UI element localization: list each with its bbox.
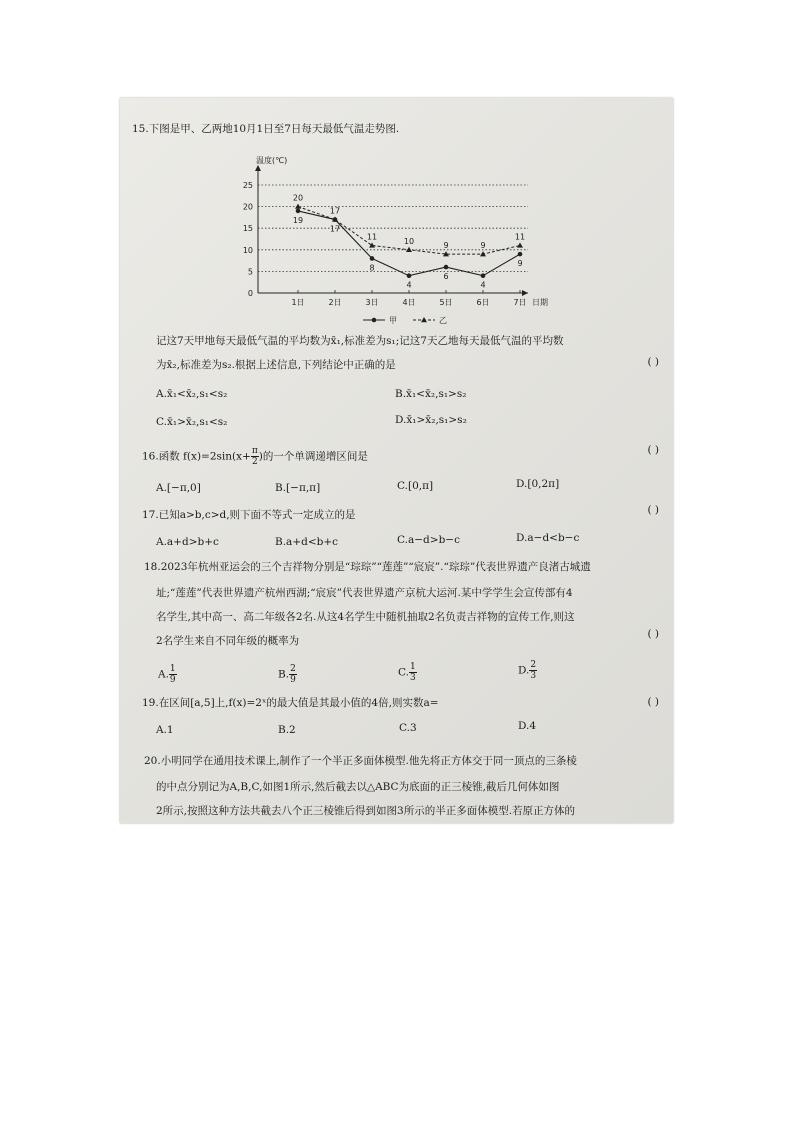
q17-stem: 17.已知a>b,c>d,则下面不等式一定成立的是 [142,509,356,521]
series-jia-data-label: 9 [517,259,523,269]
series-yi-data-label: 17 [329,206,341,216]
x-tick-label: 3日 [365,298,379,307]
q15-option-a[interactable]: A.x̄₁<x̄₂,s₁<s₂ [156,388,228,400]
series-yi-point [406,247,412,252]
q16-answer-paren: ( ) [647,444,659,456]
q16-frac-den: 2 [251,457,258,467]
series-yi-data-label: 9 [480,241,486,251]
q15-answer-paren: ( ) [647,356,659,368]
exam-photo [120,98,673,823]
fraction-denominator: 9 [290,675,296,685]
series-jia-point [481,273,486,278]
q19-option-a[interactable]: A.1 [156,724,174,736]
y-axis-arrow [255,165,261,171]
q18-line2: 址;“莲莲”代表世界遗产杭州西湖;“宸宸”代表世界遗产京杭大运河.某中学学生会宣传部有4 [156,587,573,599]
q18-line3: 名学生,其中高一、高二年级各2名.从这4名学生中随机抽取2名负责吉祥物的宣传工作,则这 [156,611,575,623]
q17-answer-paren: ( ) [647,504,659,516]
q20-line2: 的中点分别记为A,B,C,如图1所示,然后截去以△ABC为底面的正三棱锥,截后几何体如图 [156,781,560,793]
q15-option-c[interactable]: C.x̄₁>x̄₂,s₁<s₂ [156,416,228,428]
series-jia-data-label: 19 [292,215,304,225]
q19-option-b[interactable]: B.2 [278,724,296,736]
q19-answer-paren: ( ) [647,696,659,708]
q18-option-d[interactable] [518,660,537,681]
q18-option-fraction [289,664,297,685]
x-tick-label: 4日 [402,298,416,307]
x-axis-label: 日期 [532,298,548,307]
q18-option-label: A. [158,668,169,681]
q15-desc-line1: 记这7天甲地每天最低气温的平均数为x̄₁,标准差为s₁;记这7天乙地每天最低气温的平均数 [156,335,564,347]
y-tick-label: 10 [242,245,253,255]
q16-stem [142,446,368,467]
fraction-numerator: 2 [290,664,296,674]
legend-jia-marker [372,318,377,323]
series-yi-data-label: 11 [514,232,526,242]
series-yi-data-label: 9 [443,241,449,251]
temperature-chart [240,148,560,338]
fraction-numerator: 1 [169,664,176,674]
fraction-denominator: 3 [410,673,416,683]
q16-option-d[interactable]: D.[0,2π] [516,478,560,490]
y-tick-label: 0 [247,289,253,298]
q18-option-fraction [529,660,537,681]
series-jia-data-label: 8 [369,263,375,273]
q17-option-a[interactable]: A.a+d>b+c [156,536,219,548]
series-yi-data-label: 20 [292,193,304,203]
series-yi-data-label: 11 [366,232,378,242]
q20-line1: 20.小明同学在通用技术课上,制作了一个半正多面体模型.他先将正方体交于同一顶点的三条棱 [144,755,577,767]
x-tick-label: 6日 [476,298,490,307]
q18-option-label: D. [518,664,530,677]
q16-suffix: )的一个单调递增区间是 [258,450,368,463]
q18-option-c[interactable] [398,662,417,683]
series-jia-data-label: 17 [329,224,341,234]
series-yi-point [480,251,486,256]
series-jia-point [407,273,412,278]
y-tick-label: 20 [242,202,253,212]
q15-option-b[interactable]: B.x̄₁<x̄₂,s₁>s₂ [395,388,467,400]
q16-option-c[interactable]: C.[0,π] [397,480,434,492]
y-tick-label: 25 [242,181,253,190]
series-jia-data-label: 4 [406,280,412,290]
series-jia-point [444,265,449,270]
series-jia-data-label: 4 [480,280,486,290]
series-yi-point [369,242,375,247]
x-axis-arrow [522,290,528,296]
q18-option-a[interactable] [158,664,177,685]
x-tick-label: 7日 [513,298,527,307]
q18-option-label: C. [398,666,409,679]
fraction-numerator: 2 [530,660,537,670]
q16-option-b[interactable]: B.[−π,π] [275,482,321,494]
q18-line1: 18.2023年杭州亚运会的三个吉祥物分别是“琮琮”“莲莲”“宸宸”.“琮琮”代表世界遗产良渚古城遗 [144,561,591,573]
q18-line4: 2名学生来自不同年级的概率为 [156,635,300,647]
x-tick-label: 5日 [439,298,453,307]
series-jia-point [370,256,375,261]
q18-answer-paren: ( ) [647,628,659,640]
q16-prefix: 16.函数 f(x)=2sin(x+ [142,450,251,463]
series-jia-point [296,209,301,214]
x-tick-label: 1日 [291,298,305,307]
series-jia-data-label: 6 [443,272,449,282]
fraction-numerator: 1 [410,662,416,672]
q17-option-d[interactable]: D.a−d<b−c [516,532,580,544]
q20-line3: 2所示,按照这种方法共截去八个正三棱锥后得到如图3所示的半正多面体模型.若原正方体的 [156,805,576,817]
legend-jia-label: 甲 [389,316,397,325]
q17-option-c[interactable]: C.a−d>b−c [397,534,460,546]
x-tick-label: 2日 [328,298,342,307]
y-tick-label: 15 [242,224,253,234]
q16-option-a[interactable]: A.[−π,0] [156,482,201,494]
series-yi-data-label: 10 [403,236,415,246]
q18-option-b[interactable] [278,664,297,685]
q18-option-fraction [169,664,177,685]
q16-frac-num: π [251,446,258,456]
legend-yi-marker [421,317,427,322]
fraction-denominator: 3 [530,671,537,681]
series-jia-point [518,252,523,257]
q19-option-d[interactable]: D.4 [518,720,537,732]
q15-option-d[interactable]: D.x̄₁>x̄₂,s₁>s₂ [395,414,467,426]
legend-yi-label: 乙 [439,316,447,325]
q18-option-label: B. [278,668,290,681]
q18-option-fraction [409,662,417,683]
y-axis-label: 温度(℃) [256,156,288,165]
fraction-denominator: 9 [169,675,176,685]
q16-fraction [251,446,259,467]
q17-option-b[interactable]: B.a+d<b+c [275,536,339,548]
q19-stem: 19.在区间[a,5]上,f(x)=2ˣ的最大值是其最小值的4倍,则实数a= [142,697,439,709]
q15-stem: 15.下图是甲、乙两地10月1日至7日每天最低气温走势图. [132,123,400,135]
q19-option-c[interactable]: C.3 [399,722,417,734]
q15-desc-line2: 为x̄₂,标准差为s₂.根据上述信息,下列结论中正确的是 [156,359,396,371]
series-yi-point [517,242,523,247]
y-tick-label: 5 [247,267,253,277]
